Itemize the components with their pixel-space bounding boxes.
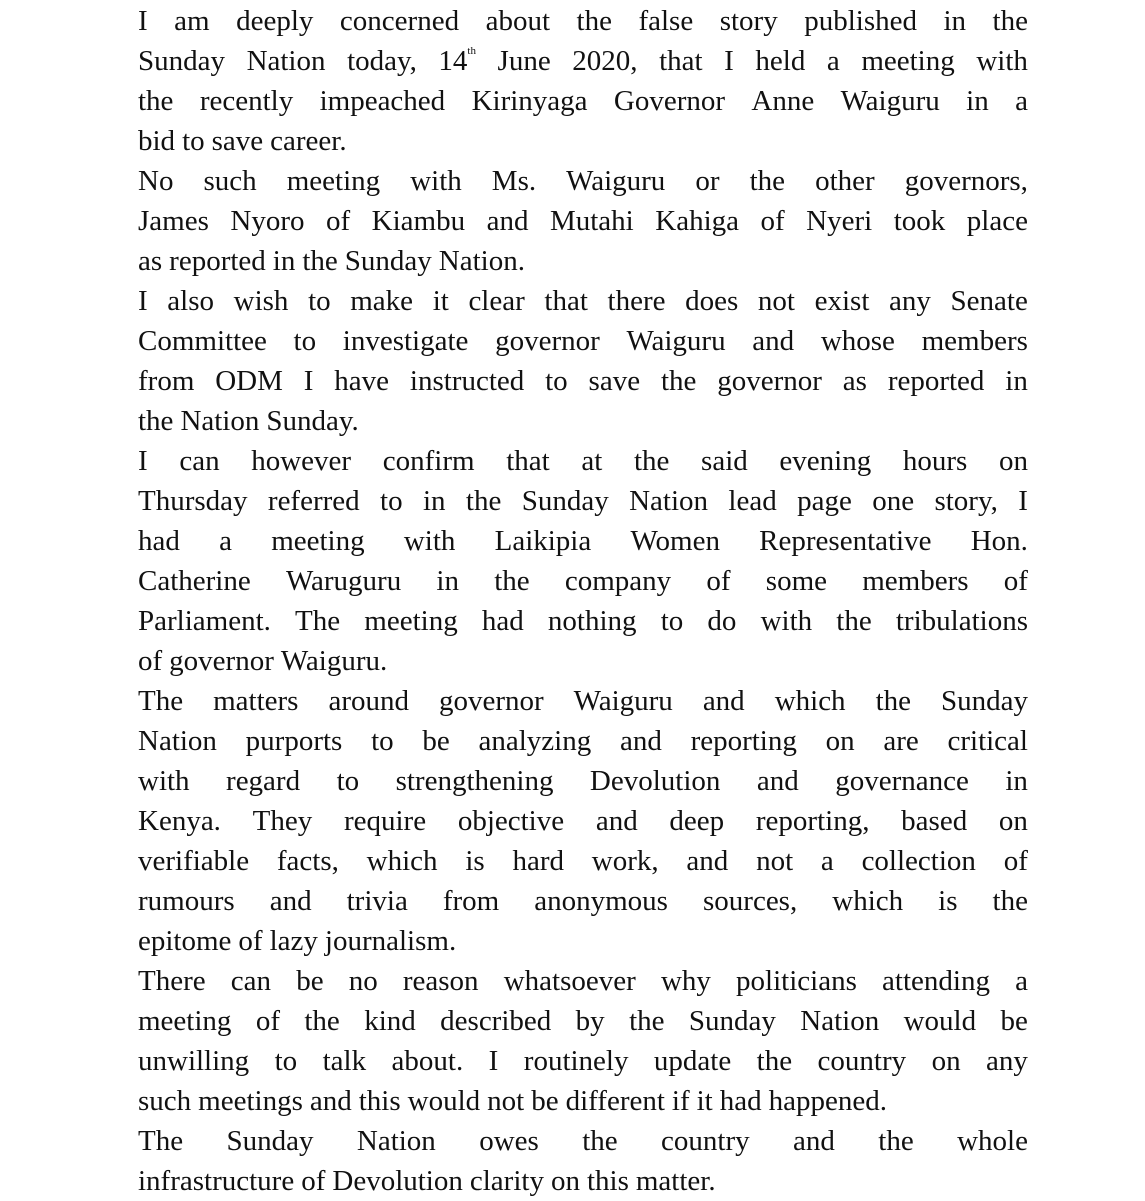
text-line: I can however confirm that at the said evening hours on bbox=[138, 445, 1028, 477]
text-line: Committee to investigate governor Waiguru and whose members bbox=[138, 325, 1028, 357]
text-line: There can be no reason whatsoever why politicians attending a bbox=[138, 965, 1028, 997]
paragraph bbox=[138, 961, 1028, 1121]
text-line: from ODM I have instructed to save the governor as reported in bbox=[138, 365, 1028, 397]
text-line: the recently impeached Kirinyaga Governor Anne Waiguru in a bbox=[138, 85, 1028, 117]
paragraph bbox=[138, 161, 1028, 281]
text-line: had a meeting with Laikipia Women Representative Hon. bbox=[138, 525, 1028, 557]
text-line: I am deeply concerned about the false story published in the bbox=[138, 5, 1028, 37]
text-line: epitome of lazy journalism. bbox=[138, 925, 457, 957]
text-line: verifiable facts, which is hard work, and not a collection of bbox=[138, 845, 1028, 877]
text-line: The Sunday Nation owes the country and the whole bbox=[138, 1125, 1028, 1157]
text-line: Sunday Nation today, 14th June 2020, that I held a meeting with bbox=[138, 45, 1028, 77]
text-line: Parliament. The meeting had nothing to do with the tribulations bbox=[138, 605, 1028, 637]
text-line: Catherine Waruguru in the company of some members of bbox=[138, 565, 1028, 597]
text-line: the Nation Sunday. bbox=[138, 405, 359, 437]
paragraph bbox=[138, 281, 1028, 441]
text-line: meeting of the kind described by the Sunday Nation would be bbox=[138, 1005, 1028, 1037]
statement-document bbox=[138, 1, 1028, 1201]
paragraph bbox=[138, 1121, 1028, 1201]
paragraph bbox=[138, 1, 1028, 161]
text-line: as reported in the Sunday Nation. bbox=[138, 245, 525, 277]
text-line: rumours and trivia from anonymous sources, which is the bbox=[138, 885, 1028, 917]
text-line: Thursday referred to in the Sunday Nation lead page one story, I bbox=[138, 485, 1028, 517]
text-line: No such meeting with Ms. Waiguru or the other governors, bbox=[138, 165, 1028, 197]
text-line: of governor Waiguru. bbox=[138, 645, 388, 677]
text-line: bid to save career. bbox=[138, 125, 347, 157]
text-line: I also wish to make it clear that there does not exist any Senate bbox=[138, 285, 1028, 317]
text-line: infrastructure of Devolution clarity on this matter. bbox=[138, 1165, 716, 1197]
text-line: with regard to strengthening Devolution and governance in bbox=[138, 765, 1028, 797]
text-line: The matters around governor Waiguru and which the Sunday bbox=[138, 685, 1028, 717]
paragraph bbox=[138, 681, 1028, 961]
paragraph bbox=[138, 441, 1028, 681]
text-line: unwilling to talk about. I routinely update the country on any bbox=[138, 1045, 1028, 1077]
text-line: Kenya. They require objective and deep reporting, based on bbox=[138, 805, 1028, 837]
text-line: Nation purports to be analyzing and reporting on are critical bbox=[138, 725, 1028, 757]
text-line: James Nyoro of Kiambu and Mutahi Kahiga of Nyeri took place bbox=[138, 205, 1028, 237]
text-line: such meetings and this would not be different if it had happened. bbox=[138, 1085, 887, 1117]
